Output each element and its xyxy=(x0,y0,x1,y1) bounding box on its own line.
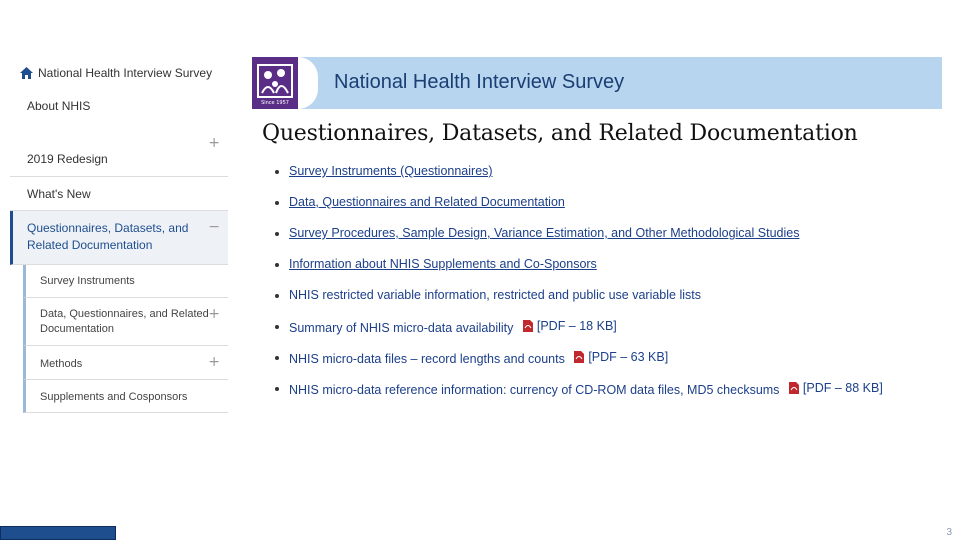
sidebar-subitem-label: Data, Questionnaires, and Related Documentation xyxy=(40,308,209,335)
list-item xyxy=(272,222,883,253)
pdf-icon xyxy=(523,320,533,332)
list-item xyxy=(272,160,883,191)
pdf-size-label: [PDF – 18 KB] xyxy=(536,319,617,333)
sidebar-subitem-label: Methods xyxy=(40,358,83,370)
sidebar-subitem-data-questionnaires[interactable] xyxy=(23,298,228,346)
banner-title: National Health Interview Survey xyxy=(334,71,625,93)
list-item xyxy=(272,377,883,408)
sidebar-item-whats-new[interactable] xyxy=(10,177,228,211)
nhis-logo xyxy=(252,57,298,109)
sidebar-item-label: What's New xyxy=(27,187,91,201)
pdf-size-label: [PDF – 88 KB] xyxy=(802,381,883,395)
pdf-icon xyxy=(574,351,584,363)
list-item xyxy=(272,284,883,315)
home-icon xyxy=(20,67,33,79)
logo-text: Since 1957 xyxy=(261,100,289,106)
sidebar-item-label: 2019 Redesign xyxy=(27,152,108,166)
collapse-minus-icon[interactable]: − xyxy=(208,219,220,235)
sidebar-subitem-survey-instruments[interactable] xyxy=(23,265,228,298)
footer-accent-bar xyxy=(0,526,116,540)
pdf-icon xyxy=(789,382,799,394)
pdf-link[interactable] xyxy=(789,377,883,399)
sidebar-home-link[interactable] xyxy=(20,65,212,81)
sidebar-subitem-label: Survey Instruments xyxy=(40,275,135,287)
sidebar-item-about[interactable]: About NHIS xyxy=(27,99,91,113)
family-logo-icon xyxy=(252,57,298,109)
nhis-banner xyxy=(252,57,942,109)
expand-plus-icon[interactable]: + xyxy=(208,306,220,322)
list-item xyxy=(272,253,883,284)
expand-plus-icon[interactable]: + xyxy=(208,354,220,370)
micro-data-reference-text[interactable]: NHIS micro-data reference information: currency of CD-ROM data files, MD5 checksums xyxy=(289,383,780,397)
sidebar-home-label: National Health Interview Survey xyxy=(38,66,213,80)
list-item xyxy=(272,191,883,222)
supplements-link[interactable]: Information about NHIS Supplements and Co-Sponsors xyxy=(289,257,597,271)
expand-plus-icon[interactable]: + xyxy=(208,135,220,151)
sidebar-subitem-supplements[interactable] xyxy=(23,380,228,413)
list-item xyxy=(272,315,883,346)
banner-divider xyxy=(298,57,318,109)
pdf-link[interactable] xyxy=(574,346,668,368)
survey-instruments-link[interactable]: Survey Instruments (Questionnaires) xyxy=(289,164,493,178)
sidebar-item-questionnaires[interactable] xyxy=(10,211,228,265)
page-title: Questionnaires, Datasets, and Related Documentation xyxy=(262,121,858,146)
documentation-list xyxy=(272,160,883,408)
sidebar-item-2019-redesign[interactable] xyxy=(10,126,228,177)
pdf-size-label: [PDF – 63 KB] xyxy=(588,350,669,364)
sidebar-subitem-label: Supplements and Cosponsors xyxy=(40,391,188,403)
restricted-variable-text[interactable]: NHIS restricted variable information, restricted and public use variable lists xyxy=(289,288,701,302)
micro-data-summary-text[interactable]: Summary of NHIS micro-data availability xyxy=(289,321,514,335)
micro-data-files-text[interactable]: NHIS micro-data files – record lengths and counts xyxy=(289,352,565,366)
pdf-link[interactable] xyxy=(523,315,617,337)
data-questionnaires-link[interactable]: Data, Questionnaires and Related Documentation xyxy=(289,195,565,209)
page-number: 3 xyxy=(946,527,952,538)
survey-procedures-link[interactable]: Survey Procedures, Sample Design, Variance Estimation, and Other Methodological Studies xyxy=(289,226,800,240)
sidebar-item-label: Questionnaires, Datasets, and Related Documentation xyxy=(27,221,189,252)
list-item xyxy=(272,346,883,377)
sidebar-subitem-methods[interactable] xyxy=(23,346,228,380)
